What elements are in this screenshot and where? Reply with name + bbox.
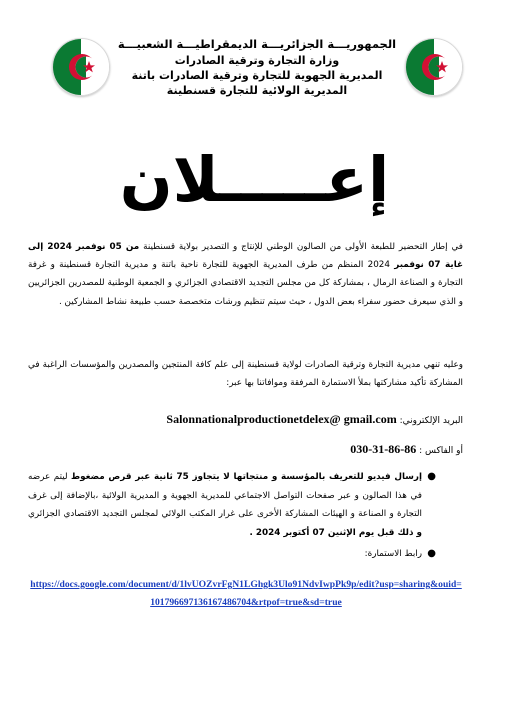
video-requirement-details: ليتم عرضه في هذا الصالون و عبر صفحات التواصل الاجتماعي للمديرية الجهوية و المديرية الولائية ،بالإضافة إلى غرف التجارة و الصناعة و الهيئات المشاركة الأخرى على غرار المكتب الولائي لمجلس التجديد الاقتصادي الجزائري: [28, 472, 422, 520]
email-label: البريد الإلكتروني:: [396, 416, 463, 426]
regional-directorate: المديرية الجهوية للتجارة وترقية الصادرات باتنة: [131, 69, 383, 82]
fax-label: أو الفاكس :: [419, 446, 463, 456]
algerian-flag-icon: [52, 38, 110, 96]
provincial-directorate: المديرية الولائية للتجارة قسنطينة: [166, 84, 348, 97]
intro-paragraph: [28, 238, 463, 311]
header: [112, 36, 402, 98]
bullet-icon: ●: [427, 548, 436, 560]
page-title: إعـــــلان: [119, 143, 390, 216]
deadline: و ذلك قبل يوم الإثنين 07 أكتوبر 2024 .: [249, 527, 422, 538]
form-link-label: رابط الاستمارة:: [364, 549, 422, 560]
list-item: [28, 545, 438, 564]
requirements-list: [28, 468, 438, 564]
ministry-name: وزارة التجارة وترقية الصادرات: [174, 54, 340, 67]
intro-text: في إطار التحضير للطبعة الأولى من الصالون الوطني للإنتاج و التصدير بولاية قسنطينة: [139, 242, 463, 252]
republic-name: الجمهوريـــة الجزائريـــة الديمقراطيـــة الشعبيـــة: [117, 37, 397, 51]
bullet-icon: ●: [427, 471, 436, 482]
list-item: [28, 468, 438, 542]
video-requirement: إرسال فيديو للتعريف بالمؤسسة و منتجاتها لا يتجاوز 75 ثانية عبر قرص مضغوط: [71, 472, 422, 482]
algerian-flag-icon: [405, 38, 463, 96]
intro-text-continued: 2024 المنظم من طرف المديرية الجهوية للتجارة ناحية باتنة و مديرية التجارة قسنطينة و غرفة التجارة و الصناعة الرمال ، بمشاركة كل من مجلس التجديد الاقتصادي الجزائري و الجمعية الوطنية للمصدرين الجزائريين و الذي سيعرف حضور سفراء بعض الدول ، حيث سيتم تنظيم ورشات متخصصة حسب طبيعة نشاط المشاركين .: [28, 260, 463, 307]
fax-line: [28, 440, 463, 460]
fax-number: 030-31-86-86: [350, 442, 417, 456]
email-line: [28, 410, 463, 430]
participation-paragraph: وعليه تنهي مديرية التجارة وترقية الصادرات لولاية قسنطينة إلى علم كافة المنتجين والمصدرين والمؤسسات الراغبة في المشاركة تأكيد مشاركتها بملأ الاستمارة المرفقة وموافاتنا بها عبر:: [28, 360, 463, 389]
event-dates: من 05 نوفمبر 2024 إلى غاية 07 نوفمبر: [28, 242, 464, 271]
email-address: Salonnationalproductionetdelex@ gmail.com: [166, 412, 397, 426]
form-link[interactable]: https://docs.google.com/document/d/1lvUOZvrFgN1LGhgk3Ulo91NdvIwpPk9p/edit?usp=sharing&ouid=101796697136167486704&rtpof=true&sd=true: [30, 579, 462, 608]
